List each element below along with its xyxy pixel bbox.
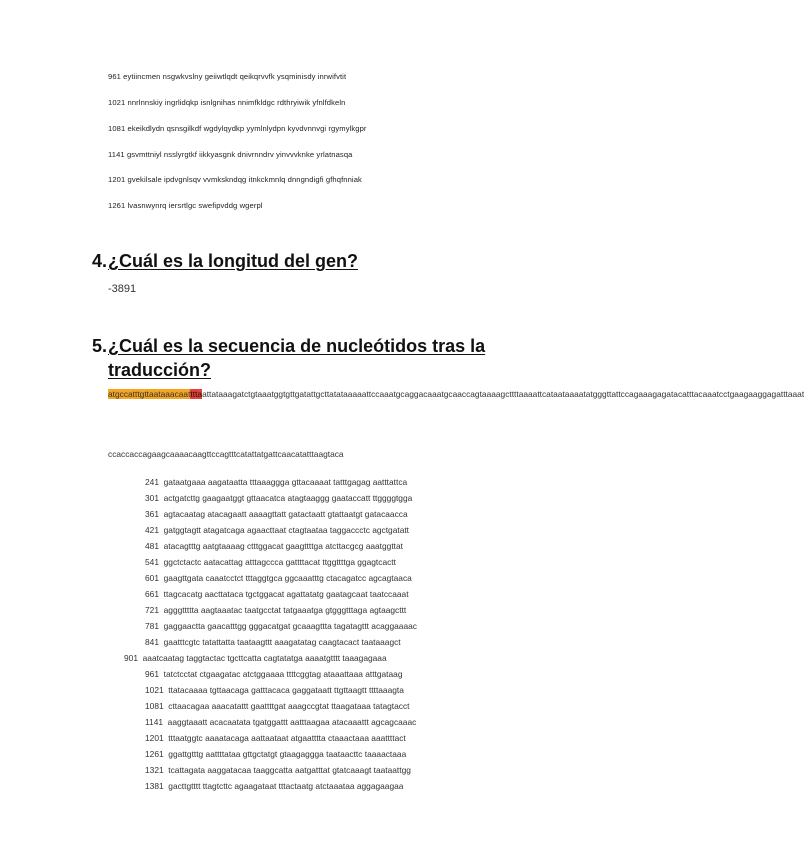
sequence-line: 481 atacagtttg aatgtaaaag ctttggacat gaagttttga atcttacgcg aaatggttat [145, 541, 403, 551]
question-5-title-line2: traducción? [108, 360, 212, 380]
translated-sequence [108, 388, 804, 402]
sequence-line: 841 gaatttcgtc tatattatta taataagttt aaagatatag caagtacact taataaagct [145, 637, 401, 647]
sequence-line: 421 gatggtagtt atagatcaga agaacttaat ctagtaataa taggaccctc agctgatatt [145, 525, 410, 535]
highlight-orange: atgccatttgttaataaacaat [108, 389, 191, 399]
sequence-line: 1081 cttaacagaa aaacatattt gaattttgat aaagccgtat ttaagataaa tatagtacct [145, 701, 410, 711]
sequence-line: 601 gaagttgata caaatcctct tttaggtgca ggcaaatttg ctacagatcc agcagtaaca [145, 573, 412, 583]
protein-line: 961 eytiincmen nsgwkvslny geiiwtlqdt qeikqrvvfk ysqminisdy inrwifvtit [108, 72, 347, 81]
sequence-line: 901 aaatcaatag taggtactac tgcttcatta cagtatatga aaaatgtttt taaagagaaa [124, 653, 387, 663]
question-4-answer: -3891 [108, 283, 137, 295]
question-4-title: ¿Cuál es la longitud del gen? [108, 251, 359, 271]
sequence-line: 721 agggttttta aagtaaatac taatgcctat tatgaaatga gtgggtttaga agtaagcttt [145, 605, 407, 615]
question-5-number: 5. [92, 336, 108, 356]
sequence-line: 661 ttagcacatg aacttataca tgctggacat agattatatg gaatagcaat taatccaaat [145, 589, 409, 599]
protein-line: 1261 lvasnwynrq iersrtlgc swefipvddg wgerpl [108, 201, 263, 210]
sequence-line: 961 tatctcctat ctgaagatac atctggaaaa ttttcggtag ataaattaaa atttgataag [145, 669, 403, 679]
protein-line: 1081 ekeikdlydn qsnsgilkdf wgdylqydkp yymlnlydpn kyvdvnnvgi rgymylkgpr [108, 124, 367, 133]
protein-line: 1141 gsvmttniyl nsslyrgtkf iikkyasgnk dnivrnndrv yinvvvknke yrlatnasqa [108, 150, 353, 159]
sequence-line: 781 gaggaactta gaacatttgg gggacatgat gcaaagttta tagatagttt acaggaaaac [145, 621, 417, 631]
question-4-number: 4. [92, 251, 108, 271]
sequence-line: 1201 tttaatggtc aaaatacaga aattaataat atgaatttta ctaaactaaa aaattttact [145, 733, 406, 743]
question-5-title-line1: ¿Cuál es la secuencia de nucleótidos tras la [108, 336, 486, 356]
sequence-line: 1021 ttatacaaaa tgttaacaga gatttacaca gaggataatt ttgttaagtt ttttaaagta [145, 685, 404, 695]
question-5-heading [92, 336, 485, 357]
sequence-line: 1381 gacttgtttt ttagtcttc agaagataat tttactaatg atctaaataa aggagaagaa [145, 781, 404, 791]
sequence-line: 1141 aaggtaaatt acacaatata tgatggattt aatttaagaa atacaaattt agcagcaaac [145, 717, 417, 727]
sequence-line: 361 agtacaatag atacagaatt aaaagttatt gatactaatt gtattaatgt gatacaacca [145, 509, 408, 519]
sequence-line: 301 actgatcttg gaagaatggt gttaacatca atagtaaggg gaataccatt ttggggtgga [145, 493, 413, 503]
sequence-line: 241 gataatgaaa aagataatta tttaaaggga gttacaaaat tatttgagag aatttattca [145, 477, 408, 487]
question-4-heading [92, 251, 358, 272]
sequence-rest: attataaagatctgtaaatggtgttgatattgcttatataaaaattccaaatgcaggacaaatgcaaccagtaaaagcttttaaaattcataataaaatatgggttattccagaaagagatacatttacaaatcctgaagaaggagatttaaat [202, 389, 804, 399]
sequence-line: 1321 tcattagata aaggatacaa taaggcatta aatgatttat gtatcaaagt taataattgg [145, 765, 411, 775]
protein-line: 1201 gvekilsale ipdvgnlsqv vvmkskndqg itnkckmnlq dnngndigfi gfhqfnniak [108, 175, 362, 184]
sequence-line: 1261 ggattgtttg aattttataa gttgctatgt gtaagaggga taataacttc taaaactaaa [145, 749, 407, 759]
sequence-paragraph-2: ccaccaccagaagcaaaacaagttccagtttcatattatgattcaacatatttaagtaca [108, 449, 344, 459]
protein-line: 1021 nnrlnnskiy ingrlidqkp isnlgnihas nnimfkldgc rdthryiwik yfnlfdkeln [108, 98, 346, 107]
sequence-line: 541 ggctctactc aatacattag atttagccca gattttacat ttggttttga ggagtcactt [145, 557, 396, 567]
highlight-red: ttta [190, 389, 203, 399]
